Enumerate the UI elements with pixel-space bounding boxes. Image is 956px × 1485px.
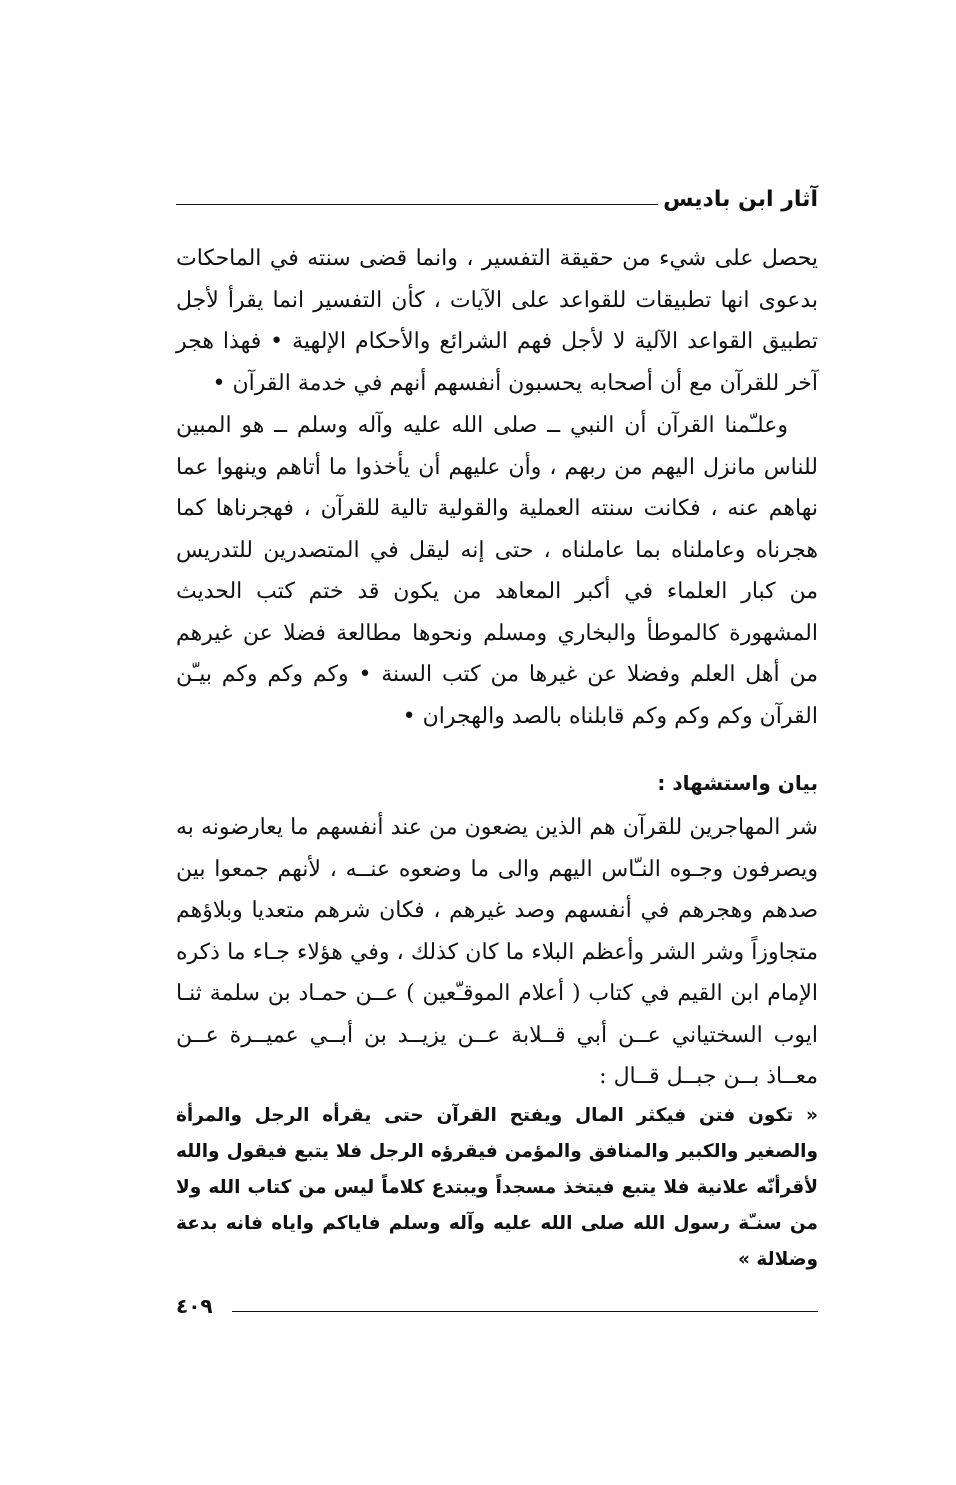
page-header <box>176 186 818 218</box>
footer-rule <box>232 1311 818 1312</box>
hadith-quote: « تكون فتن فيكثر المال ويفتح القرآن حتى يقرأه الرجل والمرأة والصغير والكبير والمنافق والمؤمن فيقرؤه الرجل فلا يتبع فيقول والله لأقرأنّه علانية فلا يتبع فيتخذ مسجداً ويبتدع كلاماً ليس من كتاب الله ولا من سنـّة رسول الله صلى الله عليه وآله وسلم فاياكم واياه فانه بدعة وضلالة » <box>176 1104 818 1270</box>
page-number: ٤٠٩ <box>176 1294 213 1318</box>
header-rule <box>176 204 658 205</box>
paragraph-2: وعلـّمنا القرآن أن النبي ــ صلى الله عليه وآله وسلم ــ هو المبين للناس مانزل اليهم من ربهم ، وأن عليهم أن يأخذوا ما أتاهم وينهوا عما نهاهم عنه ، فكانت سنته العملية والقولية تالية للقرآن ، فهجرناها كما هجرناه وعاملناه بما عاملناه ، حتى إنه ليقل في المتصدرين للتدريس من كبار العلماء في أكبر المعاهد من يكون قد ختم كتب الحديث المشهورة كالموطأ والبخاري ومسلم ونحوها مطالعة فضلا عن غيرهم من أهل العلم وفضلا عن غيرها من كتب السنة • وكم وكم وكم بيـّن القرآن وكم وكم وكم قابلناه بالصد والهجران • <box>176 413 818 729</box>
section-heading: بيان واستشهاد : <box>657 771 818 795</box>
paragraph-3: شر المهاجرين للقرآن هم الذين يضعون من عند أنفسهم ما يعارضونه به ويصرفون وجـوه النـّاس اليهم والى ما وضعوه عنــه ، لأنهم جمعوا بين صدهم وهجرهم في أنفسهم وصد غيرهم ، فكان شرهم متعديا وبلاؤهم متجاوزاً وشر الشر وأعظم البلاء ما كان كذلك ، وفي هؤلاء جـاء ما ذكره الإمام ابن القيم في كتاب ( أعلام الموقـّعين ) عــن حمـاد بن سلمة ثنـا ايوب السختياني عــن أبي قــلابة عــن يزيــد بن أبــي عميــرة عــن معــاذ بــن جبــل قــال : <box>176 815 818 1089</box>
paragraph-1: يحصل على شيء من حقيقة التفسير ، وانما قضى سنته في الماحكات بدعوى انها تطبيقات للقواعد على الآيات ، كأن التفسير انما يقرأ لأجل تطبيق القواعد الآلية لا لأجل فهم الشرائع والأحكام الإلهية • فهذا هجر آخر للقرآن مع أن أصحابه يحسبون أنفسهم أنهم في خدمة القرآن • <box>176 246 818 396</box>
page-footer <box>176 1292 818 1322</box>
page-body <box>176 238 818 1278</box>
running-title: آثار ابن باديس <box>663 187 818 212</box>
